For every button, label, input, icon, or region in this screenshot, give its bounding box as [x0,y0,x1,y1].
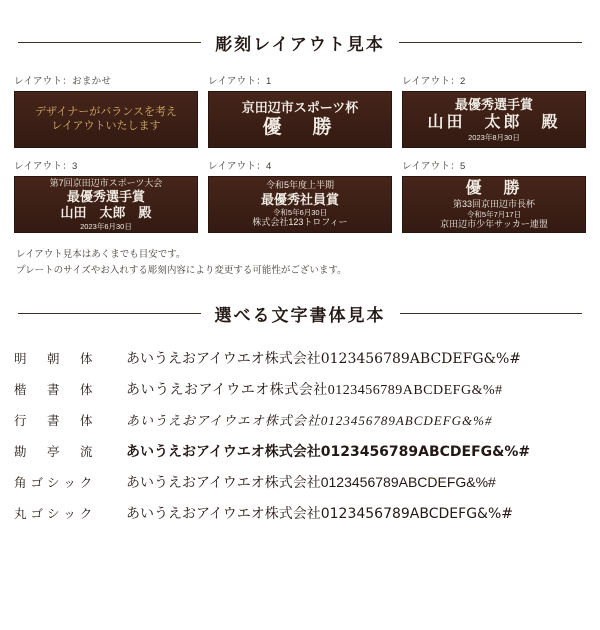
font-sample-row [14,373,586,404]
font-sample-text: あいうえおアイウエオ株式会社0123456789ABCDEFG&%# [126,473,496,490]
layout-sample-label: レイアウト：4 [208,161,272,172]
font-sample-row [14,497,586,528]
section-title-fonts: 選べる文字書体見本 [214,306,386,326]
plate-line: 京田辺市少年サッカー連盟 [440,219,548,230]
layout-sample-card [208,73,392,148]
plate-line: レイアウトいたします [51,119,161,132]
layout-sample-label: レイアウト：おまかせ [14,76,112,87]
font-name: 勘 亭 流 [14,444,97,459]
plate-line: 2023年6月30日 [80,221,132,231]
font-name: 角ゴシック [14,475,97,490]
layout-sample-card [14,73,198,148]
plate-line: 第33回京田辺市長杯 [452,198,535,209]
engraving-plate [14,176,198,233]
heading-rule-right [400,313,583,314]
font-name: 丸ゴシック [14,506,97,521]
font-sample-row [14,342,586,373]
section-title-layout: 彫刻レイアウト見本 [215,35,385,54]
heading-rule-left [18,42,201,43]
heading-rule-right [399,42,582,43]
font-sample-text: あいうえおアイウエオ株式会社0123456789ABCDEFG&%# [126,382,503,398]
font-sample-text: あいうえおアイウエオ株式会社0123456789ABCDEFG&%# [126,443,531,460]
section-heading-layout [0,30,600,55]
section-heading-fonts [0,301,600,326]
plate-line: 優 勝 [465,179,523,197]
plate-line: 2023年8月30日 [468,132,520,142]
layout-sample-label: レイアウト：1 [208,76,272,87]
font-sample-text: あいうえおアイウエオ株式会社0123456789ABCDEFG&%# [126,505,513,522]
note-line: レイアウト見本はあくまでも目安です。 [16,249,186,260]
plate-line: 京田辺市スポーツ杯 [241,99,359,115]
engraving-plate [402,91,586,148]
plate-line: 株式会社123トロフィー [252,217,348,228]
heading-rule-left [18,313,201,314]
font-sample-row [14,466,586,497]
plate-line: 優 勝 [262,116,338,138]
layout-sample-label: レイアウト：5 [402,161,466,172]
layout-sample-label: レイアウト：2 [402,76,466,87]
engraving-plate [402,176,586,233]
plate-line: 最優秀選手賞 [66,189,145,205]
layout-sample-card [402,73,586,148]
plate-line: 令和5年6月30日 [272,207,328,217]
font-sample-text: あいうえおアイウエオ株式会社0123456789ABCDEFG&%# [126,350,522,367]
page-root [0,30,600,630]
font-sample-row [14,435,586,466]
engraving-plate [14,91,198,148]
layout-sample-card [208,158,392,233]
engraving-plate [208,176,392,233]
plate-line: 最優秀選手賞 [454,96,533,112]
font-name: 明 朝 体 [14,351,97,366]
plate-line: 最優秀社員賞 [260,191,339,207]
font-sample-row [14,404,586,435]
layout-sample-card [402,158,586,233]
engraving-plate [208,91,392,148]
layout-sample-label: レイアウト：3 [14,161,78,172]
plate-line: 第7回京田辺市スポーツ大会 [49,177,163,188]
plate-line: 山田 太郎 殿 [60,205,152,221]
layout-notes [16,247,584,279]
plate-line: 令和5年7月17日 [466,209,522,219]
layout-sample-grid [14,73,586,233]
font-sample-text: あいうえおアイウエオ株式会社0123456789ABCDEFG&%# [126,413,493,429]
layout-sample-card [14,158,198,233]
font-name: 行 書 体 [14,413,97,428]
plate-line: 令和5年度上半期 [265,180,334,191]
plate-line: 山田 太郎 殿 [427,113,561,131]
plate-line: デザイナーがバランスを考え [35,105,177,118]
font-sample-table [14,342,586,528]
font-name: 楷 書 体 [14,382,97,397]
note-line: プレートのサイズやお入れする彫刻内容により変更する可能性がございます。 [16,265,347,277]
